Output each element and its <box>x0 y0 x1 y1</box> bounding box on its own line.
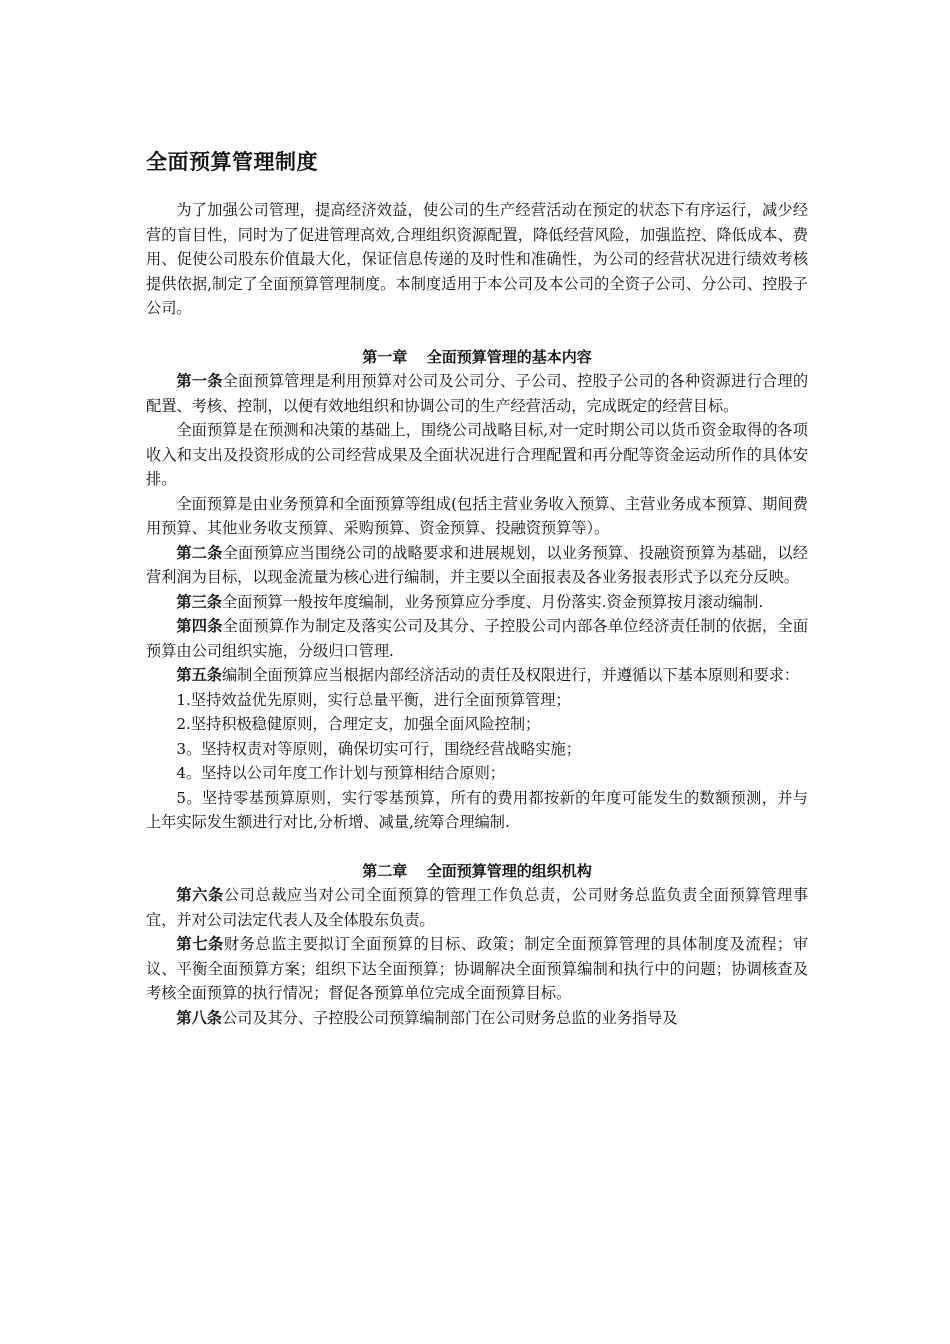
article-2-text: 全面预算应当围绕公司的战略要求和进展规划，以业务预算、投融资预算为基础，以经营利润为目标，以现金流量为核心进行编制，并主要以全面报表及各业务报表形式予以充分反映。 <box>146 543 809 586</box>
article-3-text: 全面预算一般按年度编制，业务预算应分季度、月份落实.资金预算按月滚动编制. <box>221 592 764 611</box>
chapter-1-heading <box>146 345 808 370</box>
article-5 <box>146 663 808 688</box>
article-5-item-3: 3。坚持权责对等原则，确保切实可行，围绕经营战略实施； <box>176 739 581 758</box>
article-6-text: 公司总裁应当对公司全面预算的管理工作负总责，公司财务总监负责全面预算管理事宜，并对公司法定代表人及全体股东负责。 <box>146 886 809 929</box>
article-1-text: 全面预算管理是利用预算对公司及公司分、子公司、控股子公司的各种资源进行合理的配置、考核、控制，以便有效地组织和协调公司的生产经营活动，完成既定的经营目标。 <box>146 372 809 415</box>
chapter-1-number: 第一章 <box>362 347 408 366</box>
article-5-item-5: 5。坚持零基预算原则，实行零基预算，所有的费用都按新的年度可能发生的数额预测，并与上年实际发生额进行对比,分析增、减量,统筹合理编制. <box>146 788 808 831</box>
article-1-paragraph-3: 全面预算是由业务预算和全面预算等组成(包括主营业务收入预算、主营业务成本预算、期间费用预算、其他业务收支预算、采购预算、资金预算、投融资预算等）。 <box>146 494 808 537</box>
document-title: 全面预算管理制度 <box>146 150 318 174</box>
article-8-label: 第八条 <box>176 1008 222 1027</box>
article-7-text: 财务总监主要拟订全面预算的目标、政策；制定全面预算管理的具体制度及流程；审议、平衡全面预算方案；组织下达全面预算；协调解决全面预算编制和执行中的问题；协调核查及考核全面预算的执行情况；督促各预算单位完成全面预算目标。 <box>146 935 809 1002</box>
article-8-text: 公司及其分、子控股公司预算编制部门在公司财务总监的业务指导及 <box>221 1008 678 1027</box>
chapter-2-title: 全面预算管理的组织机构 <box>426 861 592 880</box>
chapter-2-number: 第二章 <box>362 861 408 880</box>
article-5-item-2: 2.坚持积极稳健原则，合理定支，加强全面风险控制； <box>176 715 541 733</box>
article-3 <box>146 590 808 615</box>
article-5-item-1: 1.坚持效益优先原则，实行总量平衡，进行全面预算管理； <box>176 690 571 709</box>
article-5-label: 第五条 <box>176 666 222 684</box>
article-2 <box>146 541 808 590</box>
chapter-2-heading <box>146 859 808 884</box>
article-4-label: 第四条 <box>176 617 223 635</box>
article-1-paragraph-2: 全面预算是在预测和决策的基础上，围绕公司战略目标,对一定时期公司以货币资金取得的各项收入和支出及投资形成的公司经营成果及全面状况进行合理配置和再分配等资金运动所作的具体安排。 <box>146 421 808 488</box>
article-1 <box>146 369 808 418</box>
chapter-1-title: 全面预算管理的基本内容 <box>426 347 592 366</box>
article-8 <box>146 1006 808 1031</box>
document-body <box>146 198 808 1030</box>
article-4-text: 全面预算作为制定及落实公司及其分、子控股公司内部各单位经济责任制的依据，全面预算由公司组织实施，分级归口管理. <box>146 617 809 660</box>
article-4 <box>146 614 808 663</box>
article-6 <box>146 883 808 932</box>
article-2-label: 第二条 <box>176 543 223 562</box>
intro-paragraph: 为了加强公司管理，提高经济效益，使公司的生产经营活动在预定的状态下有序运行，减少经营的盲目性，同时为了促进管理高效,合理组织资源配置，降低经营风险，加强监控、降低成本、费用、促使公司股东价值最大化，保证信息传递的及时性和准确性，为公司的经营状况进行绩效考核提供依据,制定了全面预算管理制度。本制度适用于本公司及本公司的全资子公司、分公司、控股子公司。 <box>146 201 808 317</box>
article-5-item-4: 4。坚持以公司年度工作计划与预算相结合原则； <box>176 764 505 782</box>
article-5-text: 编制全面预算应当根据内部经济活动的责任及权限进行，并遵循以下基本原则和要求： <box>221 666 800 684</box>
article-3-label: 第三条 <box>176 592 222 611</box>
article-6-label: 第六条 <box>176 886 224 904</box>
article-1-label: 第一条 <box>176 372 223 390</box>
article-7-label: 第七条 <box>176 935 224 953</box>
article-7 <box>146 932 808 1006</box>
